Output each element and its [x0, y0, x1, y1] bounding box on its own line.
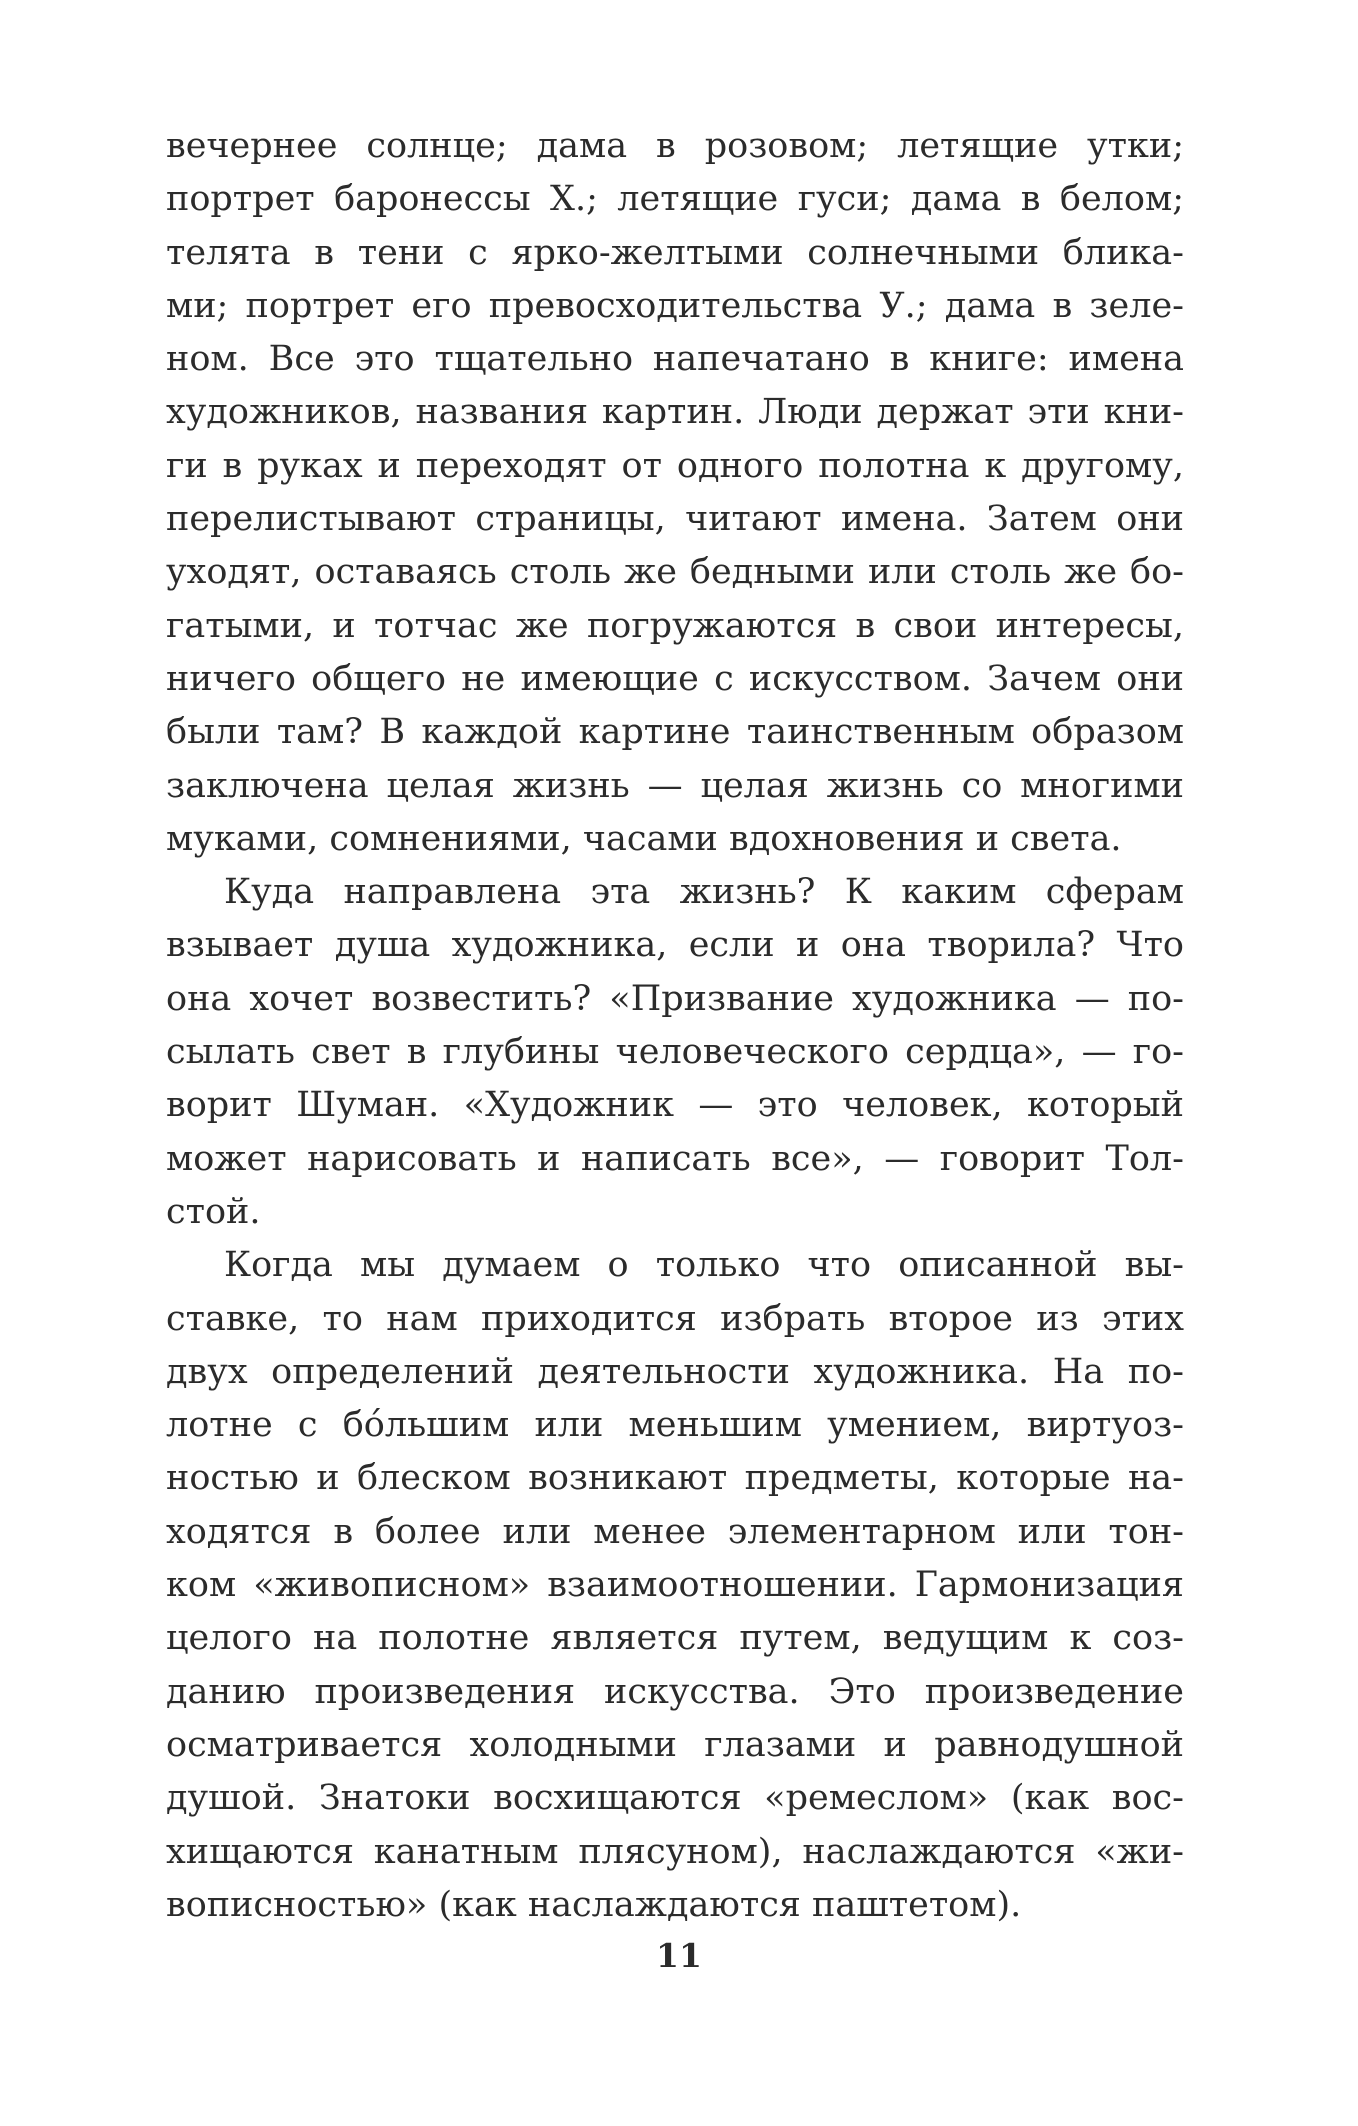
text-line: ворит Шуман. «Художник — это человек, который: [166, 1085, 1184, 1126]
text-line: портрет баронессы Х.; летящие гуси; дама в белом;: [166, 179, 1184, 220]
text-line: перелистывают страницы, читают имена. Затем они: [166, 499, 1184, 540]
body-text: [166, 120, 1184, 1932]
text-line: осматривается холодными глазами и равнодушной: [166, 1724, 1184, 1765]
text-line: ностью и блеском возникают предметы, которые на-: [166, 1458, 1184, 1499]
text-line: ги в руках и переходят от одного полотна к другому,: [166, 445, 1184, 486]
text-line: сылать свет в глубины человеческого сердца», — го-: [166, 1032, 1184, 1073]
text-line: художников, названия картин. Люди держат эти кни-: [166, 392, 1184, 433]
text-line: Когда мы думаем о только что описанной вы-: [224, 1245, 1184, 1286]
text-line: вописностью» (как наслаждаются паштетом).: [166, 1884, 1022, 1925]
text-line: хищаются канатным плясуном), наслаждаются «жи-: [166, 1831, 1184, 1872]
paragraph: [166, 120, 1184, 866]
text-line: ставке, то нам приходится избрать второе из этих: [166, 1298, 1184, 1339]
text-line: ходятся в более или менее элементарном или тон-: [166, 1511, 1184, 1552]
text-line: стой.: [166, 1191, 261, 1232]
text-line: были там? В каждой картине таинственным образом: [166, 712, 1184, 753]
text-line: данию произведения искусства. Это произведение: [166, 1671, 1184, 1712]
text-line: двух определений деятельности художника. На по-: [166, 1351, 1184, 1392]
paragraph: [166, 866, 1184, 1239]
text-line: ком «живописном» взаимоотношении. Гармонизация: [166, 1565, 1184, 1606]
text-line: гатыми, и тотчас же погружаются в свои интересы,: [166, 605, 1184, 646]
text-line: она хочет возвестить? «Призвание художника — по-: [166, 978, 1184, 1019]
text-line: целого на полотне является путем, ведущим к соз-: [166, 1618, 1184, 1659]
page-number: 11: [656, 1936, 702, 1975]
text-line: уходят, оставаясь столь же бедными или столь же бо-: [166, 552, 1184, 593]
text-line: может нарисовать и написать все», — говорит Тол-: [166, 1138, 1184, 1179]
paragraph: [166, 1239, 1184, 1932]
text-line: душой. Знатоки восхищаются «ремеслом» (как вос-: [166, 1778, 1184, 1819]
text-line: телята в тени с ярко-желтыми солнечными блика-: [166, 232, 1184, 273]
text-line: заключена целая жизнь — целая жизнь со многими: [166, 765, 1184, 806]
text-line: ничего общего не имеющие с искусством. Зачем они: [166, 658, 1184, 699]
text-line: взывает душа художника, если и она творила? Что: [166, 925, 1184, 966]
text-line: Куда направлена эта жизнь? К каким сферам: [224, 872, 1184, 913]
text-line: муками, сомнениями, часами вдохновения и света.: [166, 818, 1122, 859]
text-line: ном. Все это тщательно напечатано в книге: имена: [166, 339, 1184, 380]
text-line: лотне с бо́льшим или меньшим умением, виртуоз-: [166, 1405, 1184, 1446]
text-line: ми; портрет его превосходительства У.; дама в зеле-: [166, 285, 1184, 326]
text-line: вечернее солнце; дама в розовом; летящие утки;: [166, 126, 1184, 166]
